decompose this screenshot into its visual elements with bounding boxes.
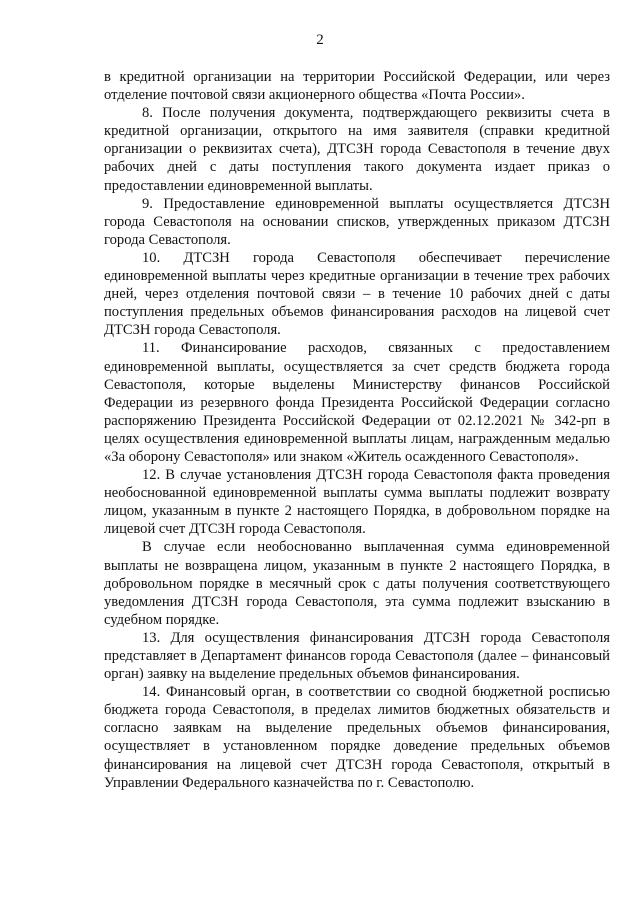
paragraph-item-9: 9. Предоставление единовременной выплаты осуществляется ДТСЗН города Севастополя на основании списков, утвержденных приказом ДТСЗН города Севастополя. bbox=[104, 195, 610, 248]
paragraph-continuation: в кредитной организации на территории Российской Федерации, или через отделение почтовой связи акционерного общества «Почта России». bbox=[104, 69, 610, 104]
document-body bbox=[104, 68, 610, 792]
paragraph-item-10: 10. ДТСЗН города Севастополя обеспечивает перечисление единовременной выплаты через кредитные организации в течение трех рабочих дней, через отделения почтовой связи – в течение 10 рабочих дней с даты поступления предельных объемов финансирования расходов на лицевой счет ДТСЗН города Севастополя. bbox=[104, 249, 610, 339]
paragraph-item-12: 12. В случае установления ДТСЗН города Севастополя факта проведения необоснованной единовременной выплаты сумма выплаты подлежит возврату лицом, указанным в пункте 2 настоящего Порядка, в добровольном порядке на лицевой счет ДТСЗН города Севастополя. bbox=[104, 467, 610, 538]
paragraph-item-12-continued: В случае если необоснованно выплаченная сумма единовременной выплаты не возвращена лицом, указанным в пункте 2 настоящего Порядка, в добровольном порядке в месячный срок с даты получения соответствующего уведомления ДТСЗН города Севастополя, эта сумма подлежит взысканию в судебном порядке. bbox=[104, 539, 610, 628]
page-number: 2 bbox=[316, 32, 324, 48]
paragraph-item-14: 14. Финансовый орган, в соответствии со сводной бюджетной росписью бюджета города Севастополя, в пределах лимитов бюджетных обязательств и согласно заявкам на выделение предельных объемов финансирования, осуществляет в установленном порядке доведение предельных объемов финансирования на лицевой счет ДТСЗН города Севастополя, открытый в Управлении Федерального казначейства по г. Севастополю. bbox=[104, 684, 610, 791]
paragraph-item-11: 11. Финансирование расходов, связанных с предоставлением единовременной выплаты, осуществляется за счет средств бюджета города Севастополя, которые выделены Министерству финансов Российской Федерации из резервного фонда Президента Российской Федерации согласно распоряжению Президента Российской Федерации от 02.12.2021 № 342-рп в целях осуществления единовременной выплаты лицам, награжденным медалью «За оборону Севастополя» или знаком «Житель осажденного Севастополя». bbox=[104, 340, 610, 465]
paragraph-item-13: 13. Для осуществления финансирования ДТСЗН города Севастополя представляет в Департамент финансов города Севастополя (далее – финансовый орган) заявку на выделение предельных объемов финансирования. bbox=[104, 629, 610, 683]
paragraph-item-8: 8. После получения документа, подтверждающего реквизиты счета в кредитной организации, открытого на имя заявителя (справки кредитной организации о реквизитах счета), ДТСЗН города Севастополя в течение двух рабочих дней с даты поступления такого документа издает приказ о предоставлении единовременной выплаты. bbox=[104, 105, 610, 194]
